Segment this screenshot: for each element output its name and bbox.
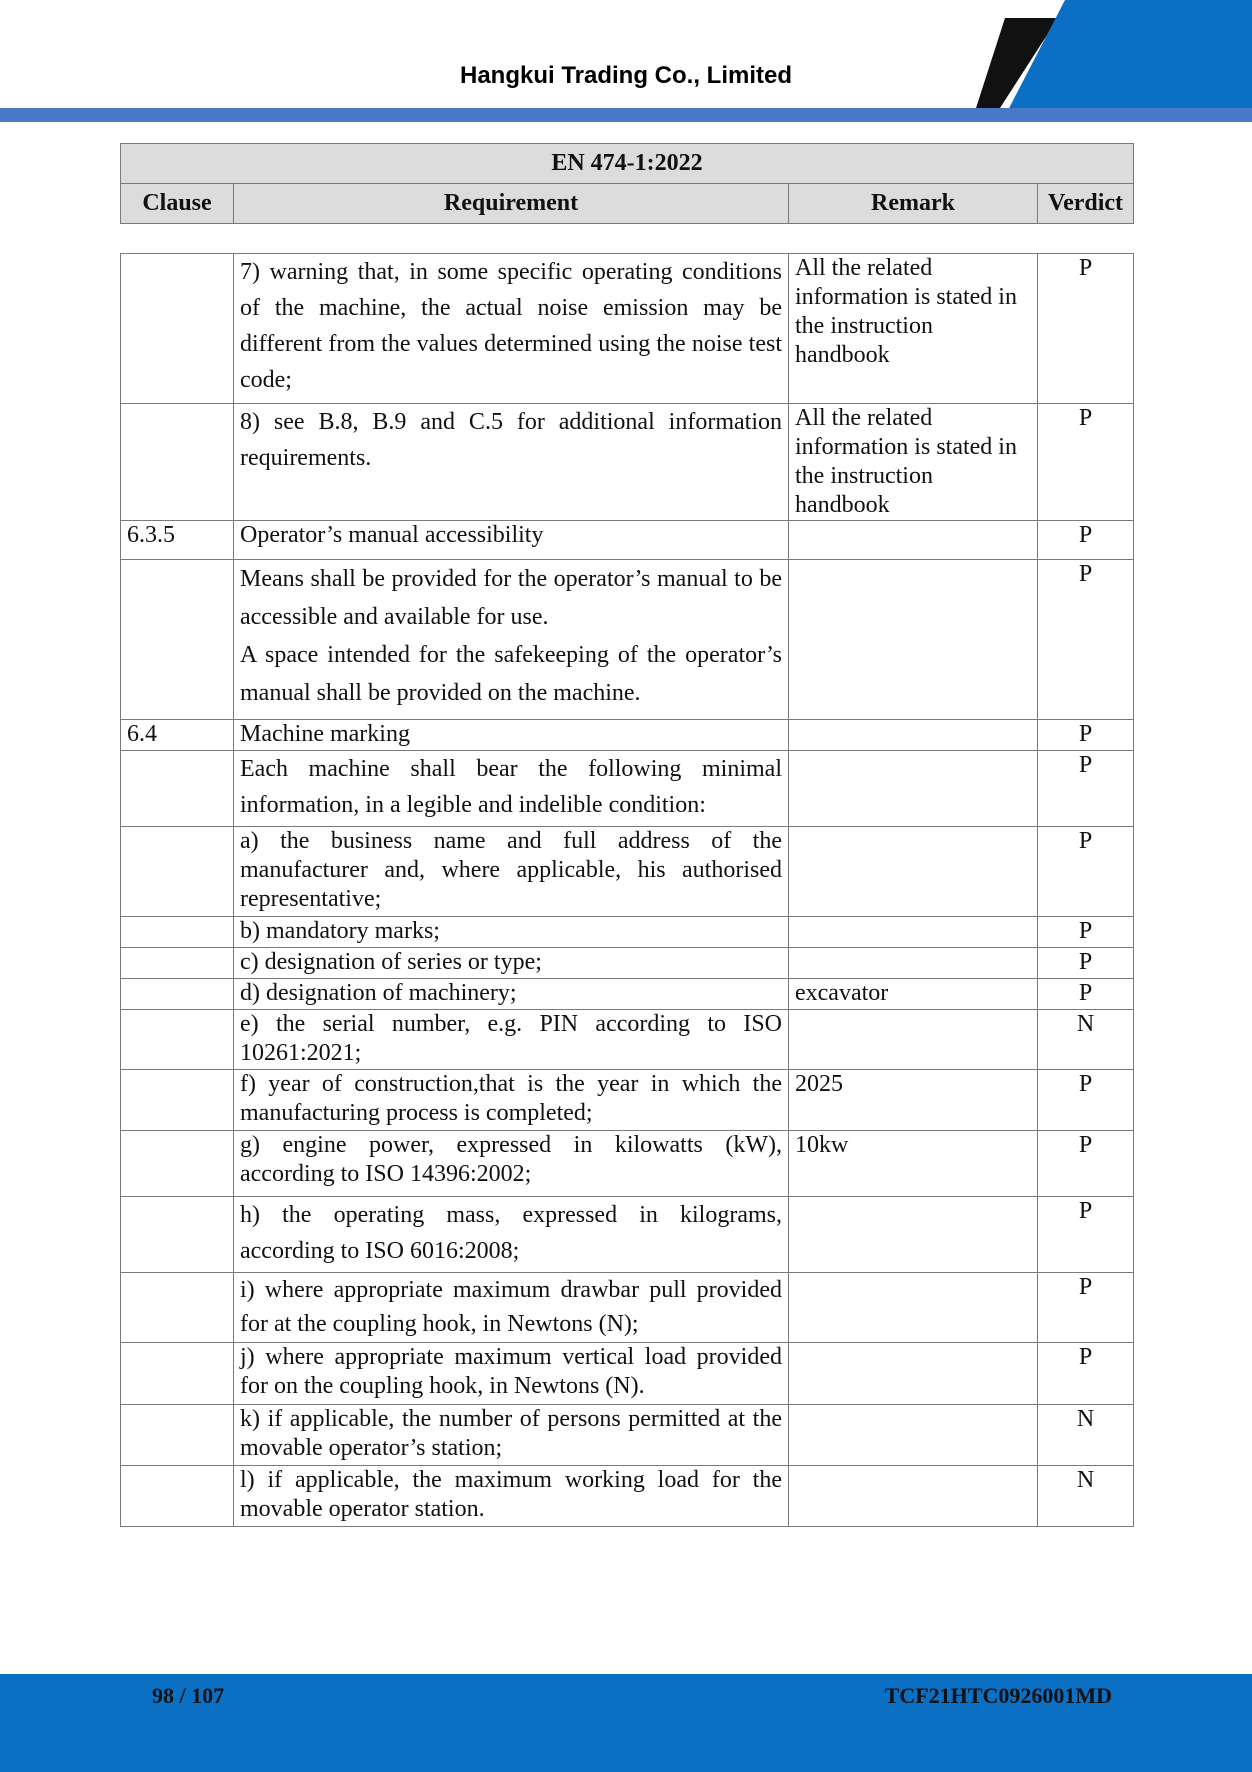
clause-cell: [121, 1197, 234, 1273]
requirement-cell: c) designation of series or type;: [234, 948, 789, 979]
requirement-cell: 8) see B.8, B.9 and C.5 for additional information requirements.: [234, 404, 789, 521]
verdict-cell: P: [1038, 1197, 1134, 1273]
requirement-cell: i) where appropriate maximum drawbar pull provided for at the coupling hook, in Newtons (N);: [234, 1273, 789, 1343]
verdict-cell: N: [1038, 1010, 1134, 1070]
remark-cell: [789, 1466, 1038, 1527]
table-row: [121, 1273, 1134, 1343]
requirement-cell: k) if applicable, the number of persons permitted at the movable operator’s station;: [234, 1405, 789, 1466]
clause-cell: [121, 1273, 234, 1343]
verdict-cell: P: [1038, 751, 1134, 827]
clause-cell: [121, 751, 234, 827]
requirement-cell: e) the serial number, e.g. PIN according to ISO 10261:2021;: [234, 1010, 789, 1070]
verdict-cell: N: [1038, 1466, 1134, 1527]
remark-cell: [789, 720, 1038, 751]
remark-cell: [789, 827, 1038, 917]
requirement-cell: l) if applicable, the maximum working load for the movable operator station.: [234, 1466, 789, 1527]
clause-cell: [121, 254, 234, 404]
remark-cell: [789, 1010, 1038, 1070]
remark-cell: 2025: [789, 1070, 1038, 1131]
clause-cell: 6.3.5: [121, 521, 234, 560]
requirement-cell: [234, 560, 789, 720]
page-number: 98 / 107: [152, 1683, 225, 1708]
requirement-cell: g) engine power, expressed in kilowatts (kW), according to ISO 14396:2002;: [234, 1131, 789, 1197]
clause-cell: [121, 1466, 234, 1527]
remark-cell: [789, 1343, 1038, 1405]
verdict-cell: P: [1038, 827, 1134, 917]
table-row: [121, 560, 1134, 720]
requirement-cell: b) mandatory marks;: [234, 917, 789, 948]
clause-cell: [121, 917, 234, 948]
remark-cell: [789, 1197, 1038, 1273]
remark-cell: All the related information is stated in the instruction handbook: [789, 404, 1038, 521]
table-row: [121, 254, 1134, 404]
table-row: [121, 1466, 1134, 1527]
verdict-cell: P: [1038, 979, 1134, 1010]
requirement-cell: h) the operating mass, expressed in kilograms, according to ISO 6016:2008;: [234, 1197, 789, 1273]
requirements-table: [120, 253, 1134, 1527]
table-row: [121, 1405, 1134, 1466]
clause-cell: [121, 1405, 234, 1466]
table-row: [121, 720, 1134, 751]
table-row: [121, 1343, 1134, 1405]
remark-cell: [789, 751, 1038, 827]
verdict-cell: P: [1038, 521, 1134, 560]
requirement-paragraph: Means shall be provided for the operator’s manual to be accessible and available for use.: [240, 566, 782, 630]
requirement-cell: Operator’s manual accessibility: [234, 521, 789, 560]
table-row: [121, 1131, 1134, 1197]
column-header-remark: Remark: [789, 184, 1038, 224]
verdict-cell: P: [1038, 720, 1134, 751]
verdict-cell: P: [1038, 404, 1134, 521]
remark-cell: [789, 521, 1038, 560]
remark-cell: [789, 917, 1038, 948]
verdict-cell: P: [1038, 1273, 1134, 1343]
requirement-cell: 7) warning that, in some specific operating conditions of the machine, the actual noise emission may be different from the values determined using the noise test code;: [234, 254, 789, 404]
requirement-paragraph: A space intended for the safekeeping of the operator’s manual shall be provided on the machine.: [240, 642, 782, 706]
clause-cell: [121, 1070, 234, 1131]
column-header-requirement: Requirement: [234, 184, 789, 224]
requirement-cell: d) designation of machinery;: [234, 979, 789, 1010]
table-row: [121, 521, 1134, 560]
requirement-cell: a) the business name and full address of the manufacturer and, where applicable, his authorised representative;: [234, 827, 789, 917]
verdict-cell: P: [1038, 917, 1134, 948]
remark-cell: [789, 948, 1038, 979]
table-row: [121, 827, 1134, 917]
table-row: [121, 751, 1134, 827]
verdict-cell: P: [1038, 254, 1134, 404]
table-row: [121, 404, 1134, 521]
requirement-cell: j) where appropriate maximum vertical load provided for on the coupling hook, in Newtons (N).: [234, 1343, 789, 1405]
clause-cell: [121, 1131, 234, 1197]
clause-cell: [121, 1010, 234, 1070]
verdict-cell: P: [1038, 1131, 1134, 1197]
clause-cell: [121, 827, 234, 917]
verdict-cell: N: [1038, 1405, 1134, 1466]
clause-cell: [121, 404, 234, 521]
remark-cell: All the related information is stated in the instruction handbook: [789, 254, 1038, 404]
table-row: [121, 1010, 1134, 1070]
table-row: [121, 948, 1134, 979]
table-row: [121, 979, 1134, 1010]
requirement-cell: Each machine shall bear the following minimal information, in a legible and indelible condition:: [234, 751, 789, 827]
table-header: [120, 143, 1134, 224]
requirement-cell: f) year of construction,that is the year in which the manufacturing process is completed;: [234, 1070, 789, 1131]
table-row: [121, 1070, 1134, 1131]
remark-cell: [789, 1405, 1038, 1466]
table-row: [121, 1197, 1134, 1273]
verdict-cell: P: [1038, 1343, 1134, 1405]
verdict-cell: P: [1038, 560, 1134, 720]
clause-cell: [121, 979, 234, 1010]
verdict-cell: P: [1038, 1070, 1134, 1131]
remark-cell: [789, 560, 1038, 720]
remark-cell: [789, 1273, 1038, 1343]
clause-cell: [121, 560, 234, 720]
company-name: Hangkui Trading Co., Limited: [459, 62, 792, 89]
document-number: TCF21HTC0926001MD: [884, 1683, 1112, 1708]
header-band: [0, 108, 1252, 122]
remark-cell: 10kw: [789, 1131, 1038, 1197]
clause-cell: 6.4: [121, 720, 234, 751]
clause-cell: [121, 948, 234, 979]
column-header-verdict: Verdict: [1038, 184, 1134, 224]
verdict-cell: P: [1038, 948, 1134, 979]
column-header-clause: Clause: [121, 184, 234, 224]
clause-cell: [121, 1343, 234, 1405]
remark-cell: excavator: [789, 979, 1038, 1010]
requirement-cell: Machine marking: [234, 720, 789, 751]
header-blue-block: [1005, 0, 1252, 116]
standard-title: EN 474-1:2022: [121, 144, 1134, 184]
table-row: [121, 917, 1134, 948]
